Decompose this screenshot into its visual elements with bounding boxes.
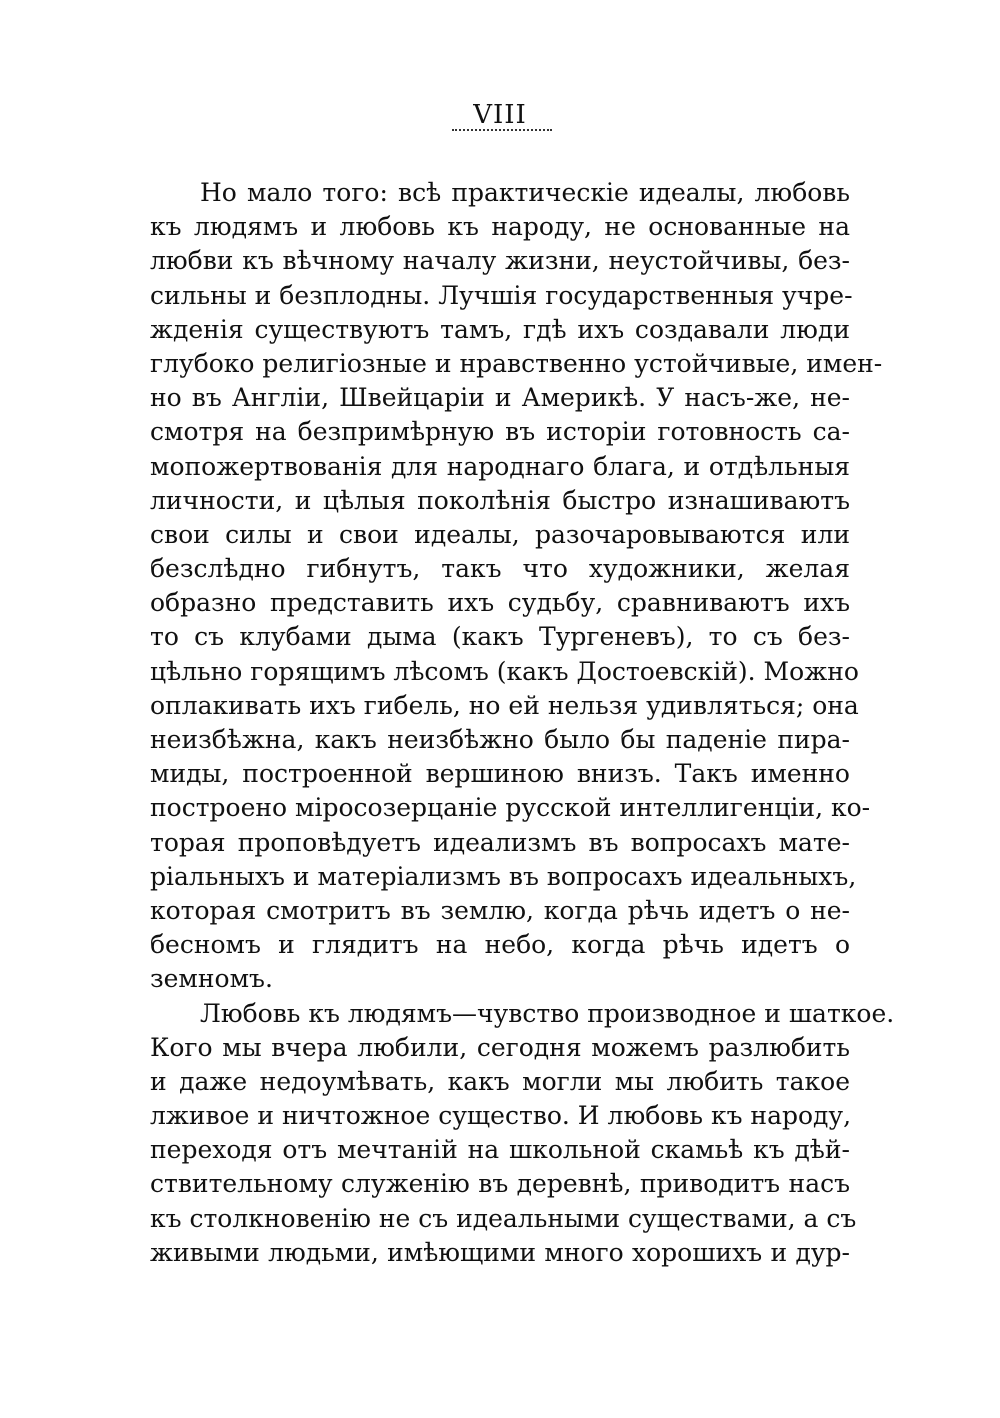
page-number-rule [452,129,552,131]
text-line: свои силы и свои идеалы, разочаровываются или [150,519,850,549]
text-line: жденія существуютъ тамъ, гдѣ ихъ создавали люди [150,314,850,344]
text-line: и даже недоумѣвать, какъ могли мы любить такое [150,1066,850,1096]
text-line: оплакивать ихъ гибель, но ей нельзя удивляться; она [150,690,859,720]
text-line: къ столкновенію не съ идеальными существами, а съ [150,1203,857,1233]
text-line: образно представить ихъ судьбу, сравниваютъ ихъ [150,588,850,618]
body-text [150,176,895,1270]
text-line: Кого мы вчера любили, сегодня можемъ разлюбить [150,1032,850,1062]
text-line: лживое и ничтожное существо. И любовь къ народу, [150,1101,852,1131]
text-line: но въ Англіи, Швейцаріи и Америкѣ. У насъ-же, не- [150,383,850,413]
page-number: VIII [473,100,527,130]
text-line: ствительному служенію въ деревнѣ, приводитъ насъ [150,1169,850,1199]
text-line: смотря на безпримѣрную въ исторіи готовность са- [150,417,850,447]
text-line: торая проповѣдуетъ идеализмъ въ вопросахъ мате- [150,827,850,857]
text-line: которая смотритъ въ землю, когда рѣчь идетъ о не- [150,895,850,925]
text-line: безслѣдно гибнутъ, такъ что художники, желая [150,554,850,584]
text-line: ріальныхъ и матеріализмъ въ вопросахъ идеальныхъ, [150,861,857,891]
text-line: сильны и безплодны. Лучшія государственныя учре- [150,280,853,310]
text-line: земномъ. [150,964,273,994]
text-line: переходя отъ мечтаній на школьной скамьѣ къ дѣй- [150,1135,850,1165]
paragraph-1 [150,176,883,997]
text-line: къ людямъ и любовь къ народу, не основанные на [150,212,850,242]
text-line: то съ клубами дыма (какъ Тургеневъ), то съ без- [150,622,850,652]
text-line: цѣльно горящимъ лѣсомъ (какъ Достоевскій). Можно [150,656,859,686]
text-line: миды, построенной вершиною внизъ. Такъ именно [150,759,850,789]
text-line: живыми людьми, имѣющими много хорошихъ и дур- [150,1237,850,1267]
text-line: глубоко религіозные и нравственно устойчивые, имен- [150,348,883,378]
text-line: личности, и цѣлыя поколѣнія быстро изнашиваютъ [150,485,850,515]
text-line: Любовь къ людямъ—чувство производное и шаткое. [200,998,895,1028]
paragraph-2 [150,997,895,1271]
text-line: Но мало того: всѣ практическіе идеалы, любовь [200,178,850,207]
text-line: мопожертвованія для народнаго блага, и отдѣльныя [150,451,850,481]
text-line: построено міросозерцаніе русской интеллигенціи, ко- [150,793,871,823]
text-line: бесномъ и глядитъ на небо, когда рѣчь идетъ о [150,930,850,960]
text-line: неизбѣжна, какъ неизбѣжно было бы паденіе пира- [150,725,850,754]
text-line: любви къ вѣчному началу жизни, неустойчивы, без- [150,246,850,276]
